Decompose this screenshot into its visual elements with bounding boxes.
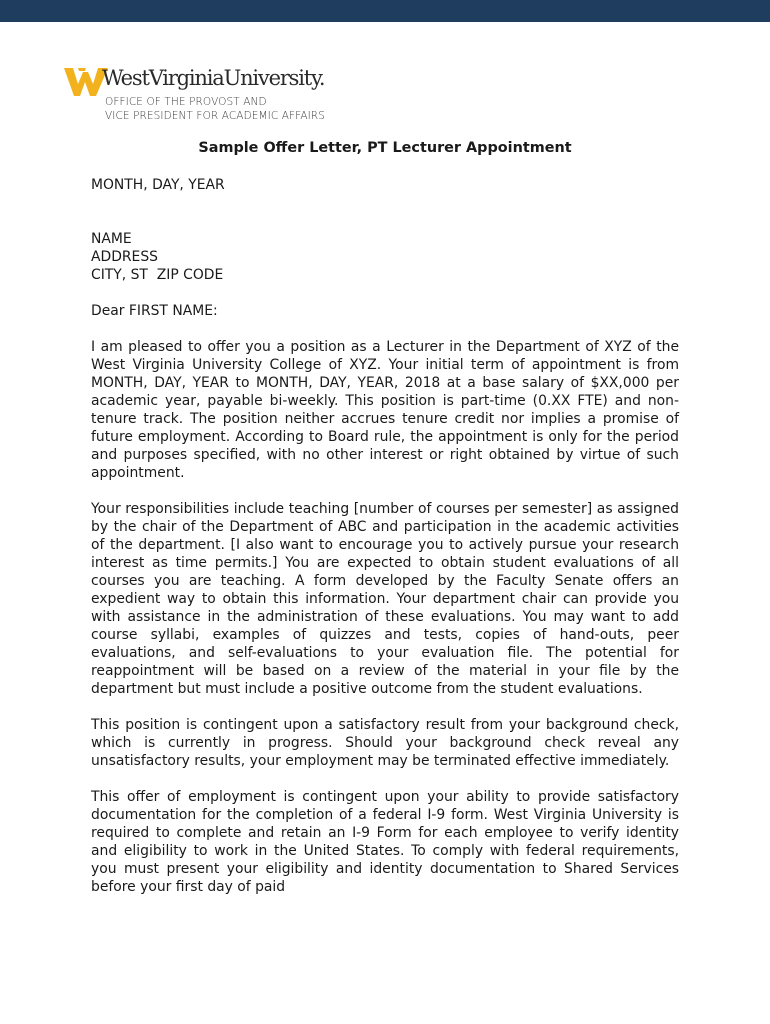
office-line-provost: OFFICE OF THE PROVOST AND [105, 96, 267, 108]
paragraph-i9-form: This offer of employment is contingent upon your ability to provide satisfactory documentation for the completion of a federal I-9 form. West Virginia University is required to complete and retain an I-9 Form for each employee to verify identity and eligibility to work in the United States. To comply with federal requirements, you must present your eligibility and identity documentation to Shared Services before your first day of paid [91, 789, 679, 895]
salutation: Dear FIRST NAME: [91, 303, 218, 319]
recipient-city-state-zip: CITY, ST ZIP CODE [91, 267, 224, 283]
office-line-vice-president: VICE PRESIDENT FOR ACADEMIC AFFAIRS [105, 110, 325, 122]
recipient-address-block [91, 230, 679, 284]
paragraph-appointment: I am pleased to offer you a position as a Lecturer in the Department of XYZ of the West Virginia University College of XYZ. Your initial term of appointment is from MONTH, DAY, YEAR to MONTH, DAY, YEAR, 2018 at a base salary of $XX,000 per academic year, payable bi-weekly. This position is part-time (0.XX FTE) and non-tenure track. The position neither accrues tenure credit nor implies a promise of future employment. According to Board rule, the appointment is only for the period and purposes specified, with no other interest or right obtained by virtue of such appointment. [91, 339, 679, 481]
wvu-logo [64, 42, 364, 127]
recipient-address: ADDRESS [91, 249, 158, 265]
paragraph-background-check: This position is contingent upon a satisfactory result from your background check, which is currently in progress. Should your background check reveal any unsatisfactory results, your employment may be terminated effective immediately. [91, 717, 679, 769]
letter-body [91, 176, 679, 914]
letter-title: Sample Offer Letter, PT Lecturer Appointment [198, 140, 572, 156]
top-banner-bar [0, 0, 770, 22]
university-wordmark: WestVirginiaUniversity. [102, 66, 325, 90]
recipient-name: NAME [91, 231, 132, 247]
letter-date: MONTH, DAY, YEAR [91, 177, 225, 193]
paragraph-responsibilities: Your responsibilities include teaching [number of courses per semester] as assigned by the chair of the Department of ABC and participation in the academic activities of the department. [I also want to encourage you to actively pursue your research interest as time permits.] You are expected to obtain student evaluations of all courses you are teaching. A form developed by the Faculty Senate offers an expedient way to obtain this information. Your department chair can provide you with assistance in the administration of these evaluations. You may want to add course syllabi, examples of quizzes and tests, copies of hand-outs, peer evaluations, and self-evaluations to your evaluation file. The potential for reappointment will be based on a review of the material in your file by the department but must include a positive outcome from the student evaluations. [91, 501, 679, 697]
